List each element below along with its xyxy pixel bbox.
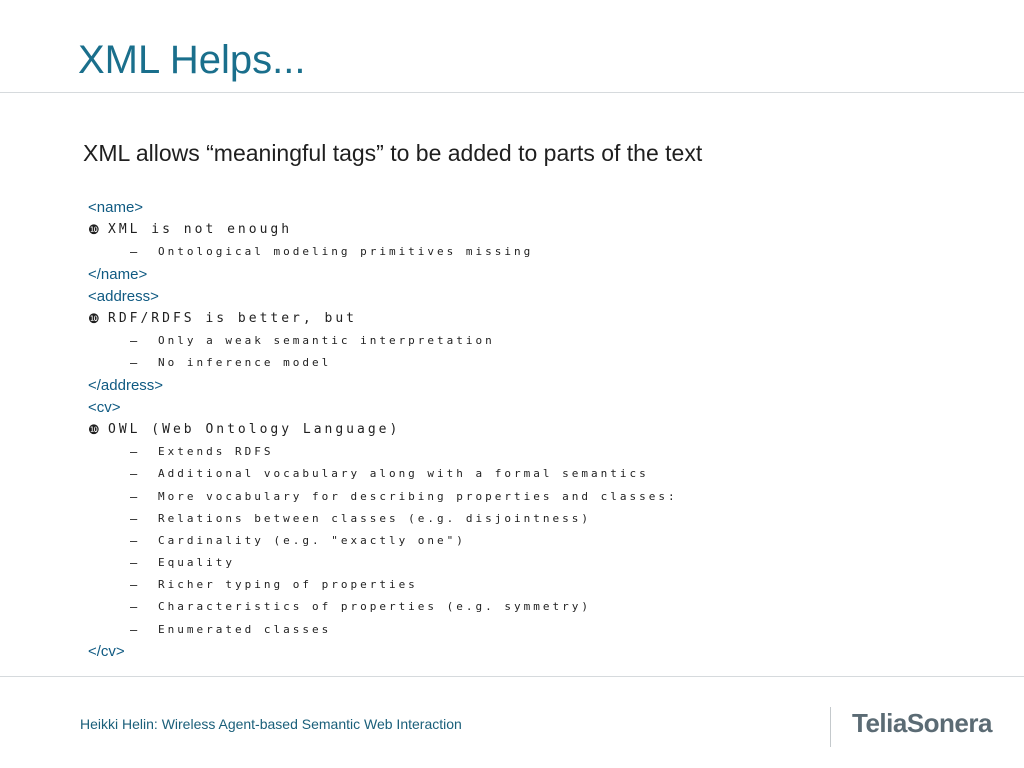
sub-bullet-item — [88, 508, 988, 530]
dash-marker: – — [130, 466, 138, 482]
slide-title: XML Helps... — [78, 38, 306, 82]
dash-marker: – — [130, 555, 138, 571]
dash-marker: – — [130, 444, 138, 460]
bullet-item — [88, 419, 988, 441]
dash-marker: – — [130, 577, 138, 593]
bullet-item — [88, 219, 988, 241]
bullet-text: More vocabulary for describing properties and classes: — [158, 489, 678, 503]
bullet-text: Relations between classes (e.g. disjointness) — [158, 511, 592, 525]
dash-marker: – — [130, 510, 138, 526]
sub-bullet-item — [88, 485, 988, 507]
bullet-text: Cardinality (e.g. "exactly one") — [158, 533, 466, 547]
bullet-text: Additional vocabulary along with a formal semantics — [158, 467, 649, 481]
xml-tag-line: <name> — [88, 199, 144, 216]
logo-separator — [830, 707, 831, 747]
slide-content — [88, 197, 988, 663]
sub-bullet-item — [88, 441, 988, 463]
header-divider — [0, 92, 1024, 93]
sub-bullet-item — [88, 241, 988, 263]
dash-marker: – — [130, 244, 138, 260]
bullet-text: Enumerated classes — [158, 622, 332, 636]
sub-bullet-item — [88, 463, 988, 485]
xml-tag-line: </cv> — [88, 642, 125, 660]
bullet-text: RDF/RDFS is better, but — [108, 311, 358, 327]
sub-bullet-item — [88, 330, 988, 352]
sub-bullet-item — [88, 352, 988, 374]
footer-divider — [0, 676, 1024, 677]
xml-tag-line: <address> — [88, 287, 159, 305]
dash-marker: – — [130, 333, 138, 349]
bullet-text: XML is not enough — [108, 222, 293, 238]
bullet-marker-icon: ❿ — [88, 222, 100, 238]
bullet-text: Ontological modeling primitives missing — [158, 245, 534, 259]
bullet-text: Extends RDFS — [158, 445, 274, 459]
dash-marker: – — [130, 599, 138, 615]
company-logo: TeliaSonera — [852, 708, 992, 738]
sub-bullet-item — [88, 619, 988, 641]
dash-marker: – — [130, 532, 138, 548]
dash-marker: – — [130, 621, 138, 637]
bullet-item — [88, 308, 988, 330]
bullet-text: Only a weak semantic interpretation — [158, 334, 495, 348]
xml-tag-line: </name> — [88, 265, 148, 283]
sub-bullet-item — [88, 530, 988, 552]
sub-bullet-item — [88, 552, 988, 574]
sub-bullet-item — [88, 596, 988, 618]
bullet-text: Richer typing of properties — [158, 578, 418, 592]
dash-marker: – — [130, 355, 138, 371]
bullet-text: Equality — [158, 556, 235, 570]
bullet-marker-icon: ❿ — [88, 421, 100, 437]
slide-subtitle: XML allows “meaningful tags” to be added to parts of the text — [83, 140, 703, 166]
bullet-text: Characteristics of properties (e.g. symmetry) — [158, 600, 592, 614]
bullet-text: OWL (Web Ontology Language) — [108, 421, 401, 437]
sub-bullet-item — [88, 574, 988, 596]
bullet-marker-icon: ❿ — [88, 311, 100, 327]
bullet-text: No inference model — [158, 356, 332, 370]
footer-text: Heikki Helin: Wireless Agent-based Semantic Web Interaction — [80, 716, 462, 732]
xml-tag-line: </address> — [88, 376, 164, 394]
xml-tag-line: <cv> — [88, 398, 121, 416]
dash-marker: – — [130, 488, 138, 504]
